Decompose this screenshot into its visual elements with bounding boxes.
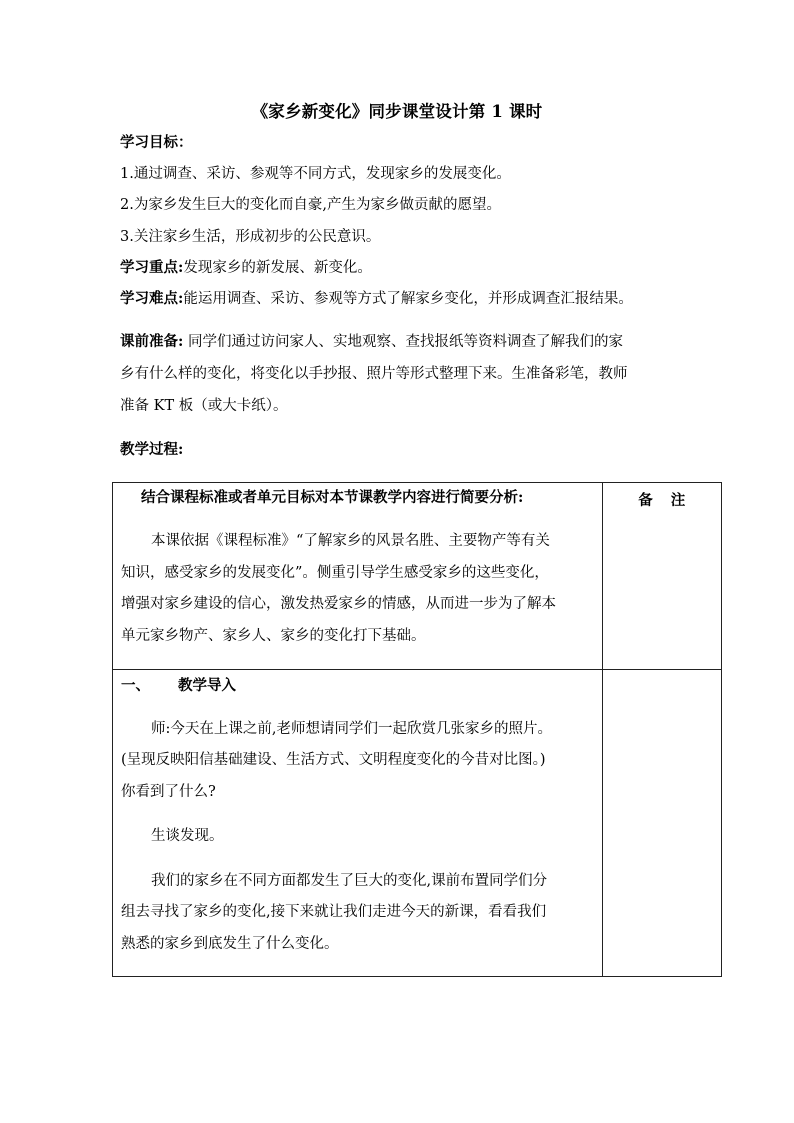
analysis-line-2: 知识，感受家乡的发展变化”。侧重引导学生感受家乡的这些变化， (121, 565, 549, 581)
objective-item-2: 2.为家乡发生巨大的变化而自豪,产生为家乡做贡献的愿望。 (120, 197, 501, 213)
intro-p2: 生谈发现。 (151, 828, 224, 844)
preparation-line-3: 准备 KT 板（或大卡纸）。 (120, 398, 288, 414)
intro-note-cell (602, 670, 721, 977)
preparation-text-1: 同学们通过访问家人、实地观察、查找报纸等资料调查了解我们的家 (183, 334, 623, 350)
preparation-line-2: 乡有什么样的变化，将变化以手抄报、照片等形式整理下来。生准备彩笔，教师 (120, 366, 628, 382)
document-title: 《家乡新变化》同步课堂设计第 1 课时 (251, 102, 543, 121)
note-header: 备注 (638, 492, 704, 509)
analysis-line-4: 单元家乡物产、家乡人、家乡的变化打下基础。 (121, 628, 426, 644)
section-heading (121, 676, 236, 696)
note-cell (602, 483, 721, 670)
intro-cell (113, 670, 603, 977)
key-point-label: 学习重点: (120, 259, 184, 276)
intro-p1-line-2: (呈现反映阳信基础建设、生活方式、文明程度变化的今昔对比图。) (121, 752, 546, 768)
intro-p1-line-1: 师:今天在上课之前,老师想请同学们一起欣赏几张家乡的照片。 (151, 721, 552, 737)
table-row (113, 670, 722, 977)
preparation-label: 课前准备: (120, 333, 184, 350)
section-number: 一、 (121, 677, 150, 694)
key-point (120, 258, 372, 278)
intro-p3-line-1: 我们的家乡在不同方面都发生了巨大的变化,课前布置同学们分 (151, 873, 548, 889)
analysis-cell (113, 483, 603, 670)
objective-item-1: 1.通过调查、采访、参观等不同方式，发现家乡的发展变化。 (120, 166, 511, 182)
analysis-line-1: 本课依据《课程标准》“了解家乡的风景名胜、主要物产等有关 (151, 533, 550, 549)
intro-p3-line-3: 熟悉的家乡到底发生了什么变化。 (121, 936, 339, 952)
key-point-text: 发现家乡的新发展、新变化。 (183, 260, 372, 276)
objective-item-3: 3.关注家乡生活，形成初步的公民意识。 (120, 229, 381, 245)
intro-p1-line-3: 你看到了什么? (121, 784, 216, 800)
intro-p3-line-2: 组去寻找了家乡的变化,接下来就让我们走进今天的新课，看看我们 (121, 904, 547, 920)
objectives-heading: 学习目标： (120, 134, 193, 151)
analysis-line-3: 增强对家乡建设的信心，激发热爱家乡的情感，从而进一步为了解本 (121, 596, 556, 612)
section-title: 教学导入 (178, 677, 236, 694)
difficulty-label: 学习难点: (120, 290, 184, 307)
difficulty-text: 能运用调查、采访、参观等方式了解家乡变化，并形成调查汇报结果。 (183, 291, 633, 307)
process-heading: 教学过程: (120, 441, 184, 458)
process-table (112, 482, 722, 977)
preparation-line-1 (120, 332, 623, 352)
analysis-header: 结合课程标准或者单元目标对本节课教学内容进行简要分析: (141, 489, 524, 506)
table-row (113, 483, 722, 670)
difficulty (120, 289, 633, 309)
